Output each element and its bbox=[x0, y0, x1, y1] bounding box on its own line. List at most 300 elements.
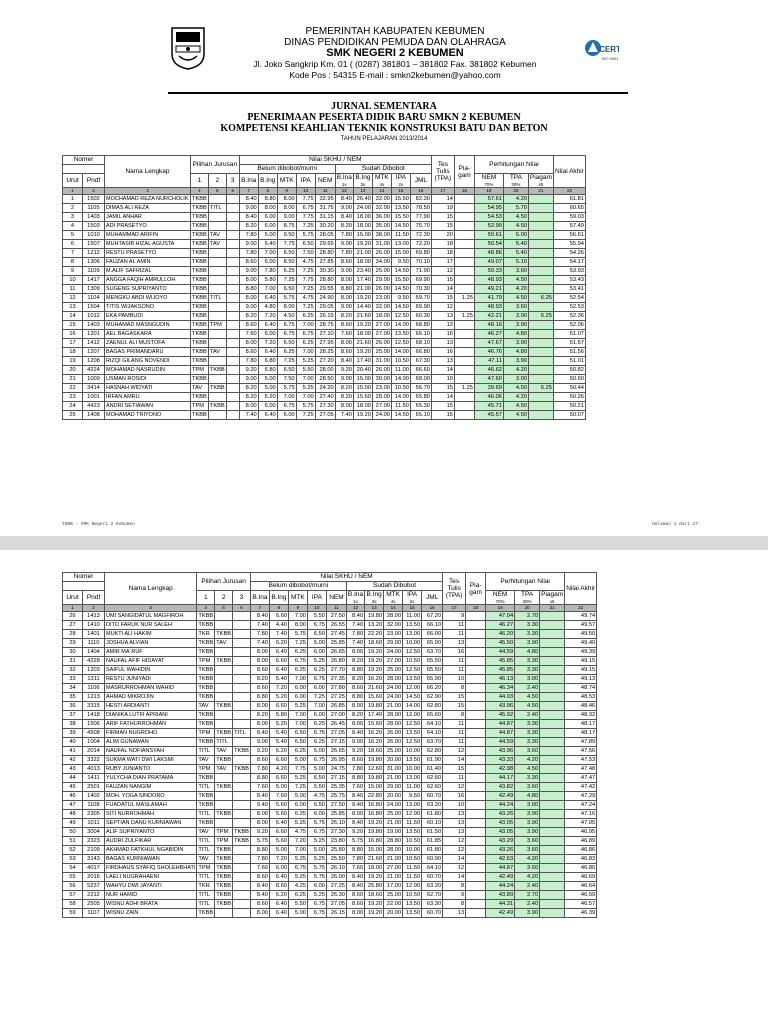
table-cell: 63.20 bbox=[422, 801, 443, 810]
table-cell bbox=[233, 909, 251, 918]
table-cell: 4.50 bbox=[277, 312, 296, 321]
table-cell: 35.00 bbox=[372, 222, 391, 231]
table-cell: 6.50 bbox=[277, 339, 296, 348]
table-cell: 13.00 bbox=[403, 630, 422, 639]
table-cell bbox=[528, 366, 553, 375]
table-cell: 5.20 bbox=[269, 720, 288, 729]
table-cell: 8.80 bbox=[346, 774, 364, 783]
table-cell: 3.60 bbox=[515, 747, 540, 756]
table-cell: 46.86 bbox=[565, 846, 597, 855]
table-cell: 6.40 bbox=[258, 411, 277, 420]
table-cell: NAUFAL NOFIANSYAH bbox=[105, 747, 197, 756]
table-cell: 26.00 bbox=[326, 873, 346, 882]
table-cell: 8.20 bbox=[250, 711, 269, 720]
table-cell: 14.00 bbox=[391, 321, 410, 330]
table-cell bbox=[233, 657, 251, 666]
table-cell: 7.20 bbox=[258, 312, 277, 321]
table-cell: 5.50 bbox=[296, 366, 315, 375]
table-cell: 7.25 bbox=[296, 285, 315, 294]
table-cell: 20.40 bbox=[353, 366, 372, 375]
table-cell: 62.60 bbox=[422, 783, 443, 792]
table-cell: 27.00 bbox=[372, 321, 391, 330]
column-number: 14 bbox=[384, 605, 403, 612]
table-cell: 5.25 bbox=[307, 837, 326, 846]
table-row bbox=[63, 774, 597, 783]
table-cell: 4.50 bbox=[503, 402, 528, 411]
table-cell: 27.00 bbox=[372, 402, 391, 411]
table-cell bbox=[466, 612, 486, 621]
table-cell bbox=[454, 240, 474, 249]
table-cell: 26.65 bbox=[326, 747, 346, 756]
table-cell: TKBB bbox=[198, 793, 214, 799]
table-cell: 6.25 bbox=[528, 294, 553, 303]
table-cell: 5237 bbox=[83, 882, 105, 891]
table-cell: 4224 bbox=[83, 366, 105, 375]
table-cell bbox=[528, 231, 553, 240]
table-cell: 65.30 bbox=[410, 402, 431, 411]
column-number: 8 bbox=[258, 188, 277, 195]
table-cell bbox=[528, 339, 553, 348]
table-cell: 6.75 bbox=[307, 756, 326, 765]
table-cell: 65.10 bbox=[410, 411, 431, 420]
table-cell: 3.30 bbox=[515, 630, 540, 639]
table-cell: 1311 bbox=[83, 675, 105, 684]
table-cell bbox=[454, 249, 474, 258]
table-cell: ARIF FATHURROHMAN bbox=[105, 720, 197, 729]
column-number: 21 bbox=[528, 188, 553, 195]
table-cell: 9.40 bbox=[346, 801, 364, 810]
column-number-row bbox=[63, 188, 586, 195]
table-cell: 50.82 bbox=[553, 366, 585, 375]
table-row bbox=[63, 846, 597, 855]
table-cell: 13 bbox=[443, 810, 466, 819]
table-cell: 12.50 bbox=[403, 738, 422, 747]
table-cell: 62.60 bbox=[422, 774, 443, 783]
table-cell bbox=[466, 738, 486, 747]
table-cell: 47.29 bbox=[565, 792, 597, 801]
letterhead-line-2: DINAS PENDIDIKAN PEMUDA DAN OLAHRAGA bbox=[284, 37, 506, 48]
table-cell: 13 bbox=[443, 639, 466, 648]
table-cell: 68.10 bbox=[410, 339, 431, 348]
table-cell: 46.95 bbox=[565, 828, 597, 837]
table-row bbox=[63, 222, 586, 231]
table-cell: 4.50 bbox=[515, 702, 540, 711]
table-cell: 6.75 bbox=[296, 204, 315, 213]
table-row bbox=[63, 855, 597, 864]
table-cell: 24.90 bbox=[315, 294, 335, 303]
table-cell: 9.50 bbox=[277, 231, 296, 240]
table-cell: 7.40 bbox=[239, 411, 258, 420]
table-cell bbox=[466, 711, 486, 720]
table-cell: 6.40 bbox=[269, 648, 288, 657]
table-cell: 50.26 bbox=[553, 393, 585, 402]
table-cell: 28.50 bbox=[315, 375, 335, 384]
table-cell: TKBB bbox=[192, 268, 207, 274]
table-cell bbox=[466, 648, 486, 657]
table-cell: 8.60 bbox=[346, 891, 364, 900]
table-cell: 29.05 bbox=[315, 303, 335, 312]
table-cell bbox=[233, 684, 251, 693]
table-cell: 6.75 bbox=[277, 402, 296, 411]
table-cell: 19.20 bbox=[365, 900, 384, 909]
table-cell: TKBB bbox=[192, 394, 207, 400]
table-cell: 8.40 bbox=[335, 213, 353, 222]
table-cell: 7.00 bbox=[296, 375, 315, 384]
table-cell: TKBB bbox=[198, 622, 214, 628]
table-cell: 7.00 bbox=[288, 675, 307, 684]
table-cell: 6.50 bbox=[277, 249, 296, 258]
table-cell bbox=[540, 648, 565, 657]
table-cell: 43.89 bbox=[486, 891, 515, 900]
table-cell: 7.00 bbox=[307, 702, 326, 711]
table-cell: 6.75 bbox=[277, 330, 296, 339]
table-cell: 26.95 bbox=[326, 756, 346, 765]
table-cell: 27.95 bbox=[315, 339, 335, 348]
table-cell: 8.20 bbox=[346, 675, 364, 684]
table-cell: 43.26 bbox=[486, 846, 515, 855]
table-cell: 49.15 bbox=[565, 657, 597, 666]
table-cell: 6.25 bbox=[288, 648, 307, 657]
table-cell: 2.40 bbox=[515, 882, 540, 891]
table-cell: 52.99 bbox=[474, 222, 503, 231]
table-cell: 47.89 bbox=[565, 738, 597, 747]
table-cell: 71.90 bbox=[410, 267, 431, 276]
table-cell: TPM bbox=[191, 366, 209, 375]
table-cell: 18 bbox=[431, 240, 454, 249]
table-cell bbox=[226, 276, 239, 285]
table-cell: 7.40 bbox=[250, 639, 269, 648]
table-cell: M.ALIF SAFRIZAL bbox=[105, 267, 191, 276]
table-cell: 5.60 bbox=[269, 837, 288, 846]
table-cell: TAV bbox=[197, 702, 215, 711]
table-cell: 6.25 bbox=[288, 810, 307, 819]
table-cell: 32 bbox=[63, 666, 83, 675]
table-cell: 78.50 bbox=[410, 204, 431, 213]
table-cell: 46.62 bbox=[474, 366, 503, 375]
table-cell bbox=[233, 783, 251, 792]
table-cell: 6.20 bbox=[269, 747, 288, 756]
table-cell: 9.50 bbox=[403, 792, 422, 801]
table-cell: 9.20 bbox=[346, 747, 364, 756]
table-cell: YULYCHA DIAN PRATAMA bbox=[105, 774, 197, 783]
table-cell: TKBB bbox=[216, 856, 232, 862]
table-cell: 6.50 bbox=[277, 366, 296, 375]
table-cell: 38.00 bbox=[372, 231, 391, 240]
column-number: 1 bbox=[63, 188, 83, 195]
table-cell: 7.75 bbox=[296, 276, 315, 285]
table-cell: 23.80 bbox=[326, 837, 346, 846]
table-cell: 7.00 bbox=[296, 393, 315, 402]
table-cell: 26.30 bbox=[326, 891, 346, 900]
table-cell: 1203 bbox=[83, 666, 105, 675]
table-cell: 28.00 bbox=[384, 675, 403, 684]
table-cell: 8.00 bbox=[346, 720, 364, 729]
table-cell: 8.80 bbox=[258, 195, 277, 204]
table-cell: 7.60 bbox=[335, 330, 353, 339]
table-cell: 27.00 bbox=[372, 330, 391, 339]
table-cell: 16.80 bbox=[365, 837, 384, 846]
table-cell: JAMIL ANHAR bbox=[105, 213, 191, 222]
column-number: 12 bbox=[346, 605, 364, 612]
table-cell: 8.20 bbox=[335, 384, 353, 393]
column-number: 20 bbox=[515, 605, 540, 612]
table-cell: 27.25 bbox=[326, 882, 346, 891]
table-cell bbox=[226, 204, 239, 213]
table-cell: 52.53 bbox=[553, 303, 585, 312]
table-cell: 29.00 bbox=[384, 783, 403, 792]
table-row bbox=[63, 882, 597, 891]
table-cell: 10.00 bbox=[403, 639, 422, 648]
table-cell: 6.40 bbox=[269, 909, 288, 918]
table-row bbox=[63, 612, 597, 621]
table-cell: 1212 bbox=[83, 249, 105, 258]
table-cell: 5.00 bbox=[258, 231, 277, 240]
table-cell: TKBB bbox=[216, 784, 232, 790]
table-cell: 27.15 bbox=[326, 774, 346, 783]
table-cell: 19.20 bbox=[353, 411, 372, 420]
table-cell: 12.00 bbox=[403, 684, 422, 693]
table-cell: BAGAS KURNIAWAN bbox=[105, 855, 197, 864]
table-cell: 1108 bbox=[83, 801, 105, 810]
table-cell bbox=[528, 321, 553, 330]
table-cell: 67.20 bbox=[422, 612, 443, 621]
table-cell: 17 bbox=[63, 339, 83, 348]
table-cell bbox=[528, 303, 553, 312]
column-number: 12 bbox=[335, 188, 353, 195]
table-cell: 48.16 bbox=[474, 321, 503, 330]
table-cell: 6.40 bbox=[258, 348, 277, 357]
table-cell: 24.20 bbox=[315, 384, 335, 393]
table-cell: FIRMAN NUGROHO bbox=[105, 729, 197, 738]
table-cell: 4.50 bbox=[503, 411, 528, 420]
table-cell: TKBB bbox=[192, 376, 207, 382]
table-cell: 50.54 bbox=[474, 240, 503, 249]
table-cell: 5.80 bbox=[258, 276, 277, 285]
header-bina-w: B.Ina 1x bbox=[347, 591, 364, 604]
table-cell: 13 bbox=[63, 303, 83, 312]
table-cell: 27.15 bbox=[326, 738, 346, 747]
table-cell: 24.00 bbox=[372, 411, 391, 420]
table-cell: 28.00 bbox=[384, 612, 403, 621]
table-cell: 59.70 bbox=[410, 294, 431, 303]
table-cell: 8.00 bbox=[288, 621, 307, 630]
table-cell: 1201 bbox=[83, 330, 105, 339]
table-cell: 23.00 bbox=[372, 384, 391, 393]
table-cell: 29.00 bbox=[372, 276, 391, 285]
table-cell bbox=[233, 711, 251, 720]
table-cell: 1502 bbox=[83, 195, 105, 204]
table-cell bbox=[540, 621, 565, 630]
table-cell: 11.00 bbox=[391, 366, 410, 375]
table-cell: 3322 bbox=[83, 756, 105, 765]
table-cell: 9.00 bbox=[335, 267, 353, 276]
table-cell: 21.00 bbox=[353, 249, 372, 258]
table-cell: 45.85 bbox=[486, 657, 515, 666]
table-cell: 3004 bbox=[83, 828, 105, 837]
table-cell bbox=[466, 900, 486, 909]
table-cell: 11 bbox=[443, 666, 466, 675]
table-cell: 49.21 bbox=[474, 285, 503, 294]
table-cell bbox=[528, 357, 553, 366]
table-cell: 8 bbox=[443, 882, 466, 891]
title-line-1: JURNAL SEMENTARA bbox=[331, 101, 437, 112]
table-cell: 46.57 bbox=[565, 900, 597, 909]
table-cell: TPM bbox=[191, 402, 209, 411]
table-cell: 1.25 bbox=[454, 312, 474, 321]
table-cell: 10.50 bbox=[403, 837, 422, 846]
table-cell: 4.80 bbox=[503, 330, 528, 339]
table-cell: TKBB bbox=[216, 874, 232, 880]
table-cell: 14.00 bbox=[391, 393, 410, 402]
table-cell: TITL bbox=[197, 783, 215, 792]
table-cell: 6.50 bbox=[307, 801, 326, 810]
table-cell: 48.53 bbox=[565, 693, 597, 702]
table-cell: 10.00 bbox=[403, 765, 422, 774]
header-pilihan: Pilihan Jurusan bbox=[191, 156, 240, 174]
table-cell: 75.70 bbox=[410, 222, 431, 231]
table-cell: 1504 bbox=[83, 303, 105, 312]
table-cell: 15 bbox=[431, 384, 454, 393]
table-cell bbox=[540, 783, 565, 792]
table-cell: 82.30 bbox=[410, 195, 431, 204]
table-row bbox=[63, 231, 586, 240]
table-cell: ADI PRASETYO bbox=[105, 222, 191, 231]
table-cell: 21.60 bbox=[353, 339, 372, 348]
table-cell: 51.56 bbox=[553, 348, 585, 357]
table-cell: 51.57 bbox=[553, 339, 585, 348]
table-cell bbox=[215, 909, 233, 918]
table-row bbox=[63, 828, 597, 837]
table-cell: 24.00 bbox=[384, 693, 403, 702]
table-cell: 9.20 bbox=[250, 828, 269, 837]
table-row bbox=[63, 258, 586, 267]
table-cell: 8.40 bbox=[346, 873, 364, 882]
table-cell: 5.50 bbox=[307, 783, 326, 792]
table-cell: 5 bbox=[63, 231, 83, 240]
table-cell: 15 bbox=[431, 402, 454, 411]
table-cell bbox=[233, 774, 251, 783]
table-cell: 8.40 bbox=[335, 357, 353, 366]
table-cell: 56.70 bbox=[410, 384, 431, 393]
table-cell: 2.70 bbox=[515, 612, 540, 621]
table-cell: 29 bbox=[63, 639, 83, 648]
table-cell: 9.00 bbox=[335, 204, 353, 213]
header-bina: B.Ina bbox=[239, 174, 258, 188]
table-cell: 13.50 bbox=[403, 621, 422, 630]
table-cell: 5.75 bbox=[307, 864, 326, 873]
table-cell: 8.40 bbox=[250, 891, 269, 900]
table-cell bbox=[466, 810, 486, 819]
table-row bbox=[63, 666, 597, 675]
header-nem: NEM bbox=[326, 591, 346, 605]
table-cell bbox=[528, 348, 553, 357]
table-cell bbox=[466, 891, 486, 900]
table-cell: 28.80 bbox=[315, 249, 335, 258]
table-cell: 14.50 bbox=[403, 693, 422, 702]
table-cell: 15.60 bbox=[365, 693, 384, 702]
table-cell: 15 bbox=[431, 411, 454, 420]
table-cell: FAUZAN NANGIM bbox=[105, 783, 197, 792]
table-cell: 12 bbox=[443, 837, 466, 846]
table-cell: 8.00 bbox=[346, 702, 364, 711]
table-cell: 27.80 bbox=[326, 684, 346, 693]
column-number: 11 bbox=[315, 188, 335, 195]
table-cell: 14.50 bbox=[391, 267, 410, 276]
table-cell: 42.21 bbox=[474, 312, 503, 321]
table-cell: 6.50 bbox=[296, 240, 315, 249]
table-cell: MENGKU ABDI WIJOYO bbox=[105, 294, 191, 303]
table-cell: TPM bbox=[197, 657, 215, 666]
table-cell bbox=[454, 393, 474, 402]
table-cell bbox=[540, 828, 565, 837]
table-cell bbox=[233, 846, 251, 855]
table-cell bbox=[233, 666, 251, 675]
table-cell: 18.60 bbox=[365, 891, 384, 900]
table-cell: 16 bbox=[443, 648, 466, 657]
table-cell: 6.25 bbox=[288, 666, 307, 675]
table-cell: 28.25 bbox=[315, 348, 335, 357]
table-cell: 15.00 bbox=[353, 231, 372, 240]
table-cell: 12.60 bbox=[365, 765, 384, 774]
table-cell: 54.26 bbox=[553, 249, 585, 258]
table-cell: 3.90 bbox=[503, 321, 528, 330]
table-cell: UMI SANGIDATUL MAGFIROH bbox=[105, 612, 197, 621]
table-cell: 27.05 bbox=[326, 900, 346, 909]
table-cell: 46.64 bbox=[565, 882, 597, 891]
table-cell: 28.00 bbox=[384, 846, 403, 855]
iso-cert-logo bbox=[583, 34, 619, 70]
table-cell: 77.90 bbox=[410, 213, 431, 222]
header-piagam-pct: Piagam x5 bbox=[541, 591, 564, 604]
table-cell: 9.00 bbox=[335, 303, 353, 312]
table-cell: 7.50 bbox=[277, 375, 296, 384]
table-cell: 13.50 bbox=[403, 675, 422, 684]
column-number: 9 bbox=[288, 605, 307, 612]
title-line-3: KOMPETENSI KEAHLIAN TEKNIK KONSTRUKSI BATU DAN BETON bbox=[220, 123, 548, 134]
table-cell: 53.93 bbox=[553, 267, 585, 276]
column-number: 6 bbox=[233, 605, 251, 612]
table-cell: 35 bbox=[63, 693, 83, 702]
table-cell: 8.40 bbox=[250, 792, 269, 801]
table-cell: 11.50 bbox=[403, 864, 422, 873]
table-cell: 4423 bbox=[83, 402, 105, 411]
table-cell: 4.75 bbox=[307, 792, 326, 801]
table-cell: 5.40 bbox=[269, 738, 288, 747]
table-cell: AHMAD MIKROJIN bbox=[105, 693, 197, 702]
table-cell bbox=[466, 684, 486, 693]
table-cell: TKBB bbox=[198, 910, 214, 916]
column-number: 3 bbox=[105, 605, 197, 612]
table-row bbox=[63, 909, 597, 918]
table-cell bbox=[540, 729, 565, 738]
letterhead-line-1: PEMERINTAH KABUPATEN KEBUMEN bbox=[305, 26, 485, 37]
table-cell: 7.80 bbox=[258, 267, 277, 276]
table-cell: 8.00 bbox=[239, 402, 258, 411]
table-cell: TKBB bbox=[198, 820, 214, 826]
table-cell: 7.25 bbox=[277, 357, 296, 366]
table-cell: 6.00 bbox=[288, 801, 307, 810]
table-cell: 53.41 bbox=[553, 285, 585, 294]
column-number: 18 bbox=[466, 605, 486, 612]
column-number: 10 bbox=[307, 605, 326, 612]
table-row bbox=[63, 720, 597, 729]
table-cell: 9.00 bbox=[239, 267, 258, 276]
table-cell: 19.80 bbox=[365, 702, 384, 711]
table-cell: 14 bbox=[431, 285, 454, 294]
table-cell: 6.60 bbox=[269, 612, 288, 621]
table-cell bbox=[454, 258, 474, 267]
table-cell: 63.70 bbox=[422, 648, 443, 657]
